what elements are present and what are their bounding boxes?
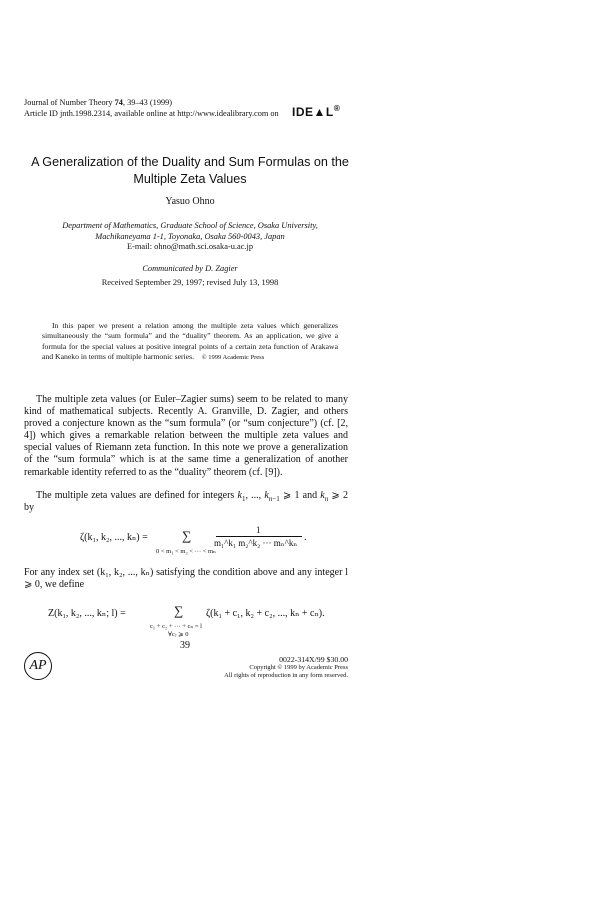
formula-Z-lhs: Z(k₁, k₂, ..., kₙ; l) =	[48, 608, 126, 619]
summation-symbol: ∑	[182, 528, 192, 543]
author: Yasuo Ohno	[165, 196, 215, 207]
journal-reference: Journal of Number Theory 74, 39–43 (1999) Article ID jnth.1998.2314, available online at http://www.idealibrary.com on	[24, 98, 279, 118]
issn-price: 0022-314X/99 $30.00	[279, 655, 348, 664]
body-paragraph-2: The multiple zeta values are defined for integers $k_1$, ..., $k_{n-1}$ ⩾ 1 and $k_n$ ⩾ 2 by	[24, 490, 348, 514]
fraction-bar	[216, 536, 302, 537]
summation-symbol-2: ∑	[174, 603, 184, 618]
affiliation: Department of Mathematics, Graduate School of Science, Osaka University, Machikaneyama 1-1, Toyonaka, Osaka 560-0043, Japan	[62, 221, 318, 241]
email: E-mail: ohno@math.sci.osaka-u.ac.jp	[126, 242, 254, 251]
copyright-notice: Copyright © 1999 by Academic Press All rights of reproduction in any form reserved.	[224, 664, 348, 680]
formula-Z-rhs: ζ(k₁ + c₁, k₂ + c₂, ..., kₙ + cₙ).	[206, 608, 325, 619]
abstract-copyright: © 1999 Academic Press	[201, 353, 265, 361]
article-id: Article ID jnth.1998.2314, available online at http://www.idealibrary.com on	[24, 108, 279, 118]
received-dates: Received September 29, 1997; revised July 13, 1998	[101, 278, 279, 287]
academic-press-logo: AP	[24, 652, 52, 680]
body-paragraph-3: For any index set (k₁, k₂, ..., kₙ) satisfying the condition above and any integer l ⩾ 0, we define	[24, 567, 348, 591]
formula-zeta-denominator: m₁^k₁ m₂^k₂ ··· mₙ^kₙ	[214, 538, 298, 548]
abstract: In this paper we present a relation among the multiple zeta values which generalizes simultaneously the “sum formula” and the “duality” theorem. As an application, we give a formula for the special values at positive integral points of a certain zeta function of Arakawa and Kaneko in terms of multiple harmonic series. © 1999 Academic Press	[42, 321, 338, 361]
ideal-logo: IDE▲L®	[292, 103, 341, 119]
formula-zeta-numerator: 1	[256, 525, 261, 535]
formula-zeta-lhs: ζ(k₁, k₂, ..., kₙ) =	[80, 532, 148, 543]
formula-Z-sum-range: c₁ + c₂ + ··· + cₙ = l	[150, 623, 202, 630]
page-number: 39	[180, 640, 190, 651]
formula-zeta-sum-range: 0 < m₁ < m₂ < ··· < mₙ	[156, 548, 216, 555]
formula-Z-sum-condition: ∀cⱼ ⩾ 0	[168, 631, 189, 638]
body-paragraph-1: The multiple zeta values (or Euler–Zagier sums) seem to be related to many kind of mathematical subjects. Recently A. Granville, D. Zagier, and others proved a conjecture known as the “sum formula” (or “sum conjecture”) (cf. [2, 4]) which gives a remarkable relation between the multiple zeta values and special values of Riemann zeta function. In this note we prove a generalization of the “sum formula” which is at the same time a generalization of another remarkable identity referred to as the “duality” theorem (cf. [9]).	[24, 394, 348, 478]
ideal-logo-figure-icon: ▲	[313, 105, 326, 119]
formula-zeta-end: .	[304, 532, 307, 543]
communicated-by: Communicated by D. Zagier	[142, 264, 238, 273]
paper-title: A Generalization of the Duality and Sum Formulas on the Multiple Zeta Values	[31, 155, 349, 186]
